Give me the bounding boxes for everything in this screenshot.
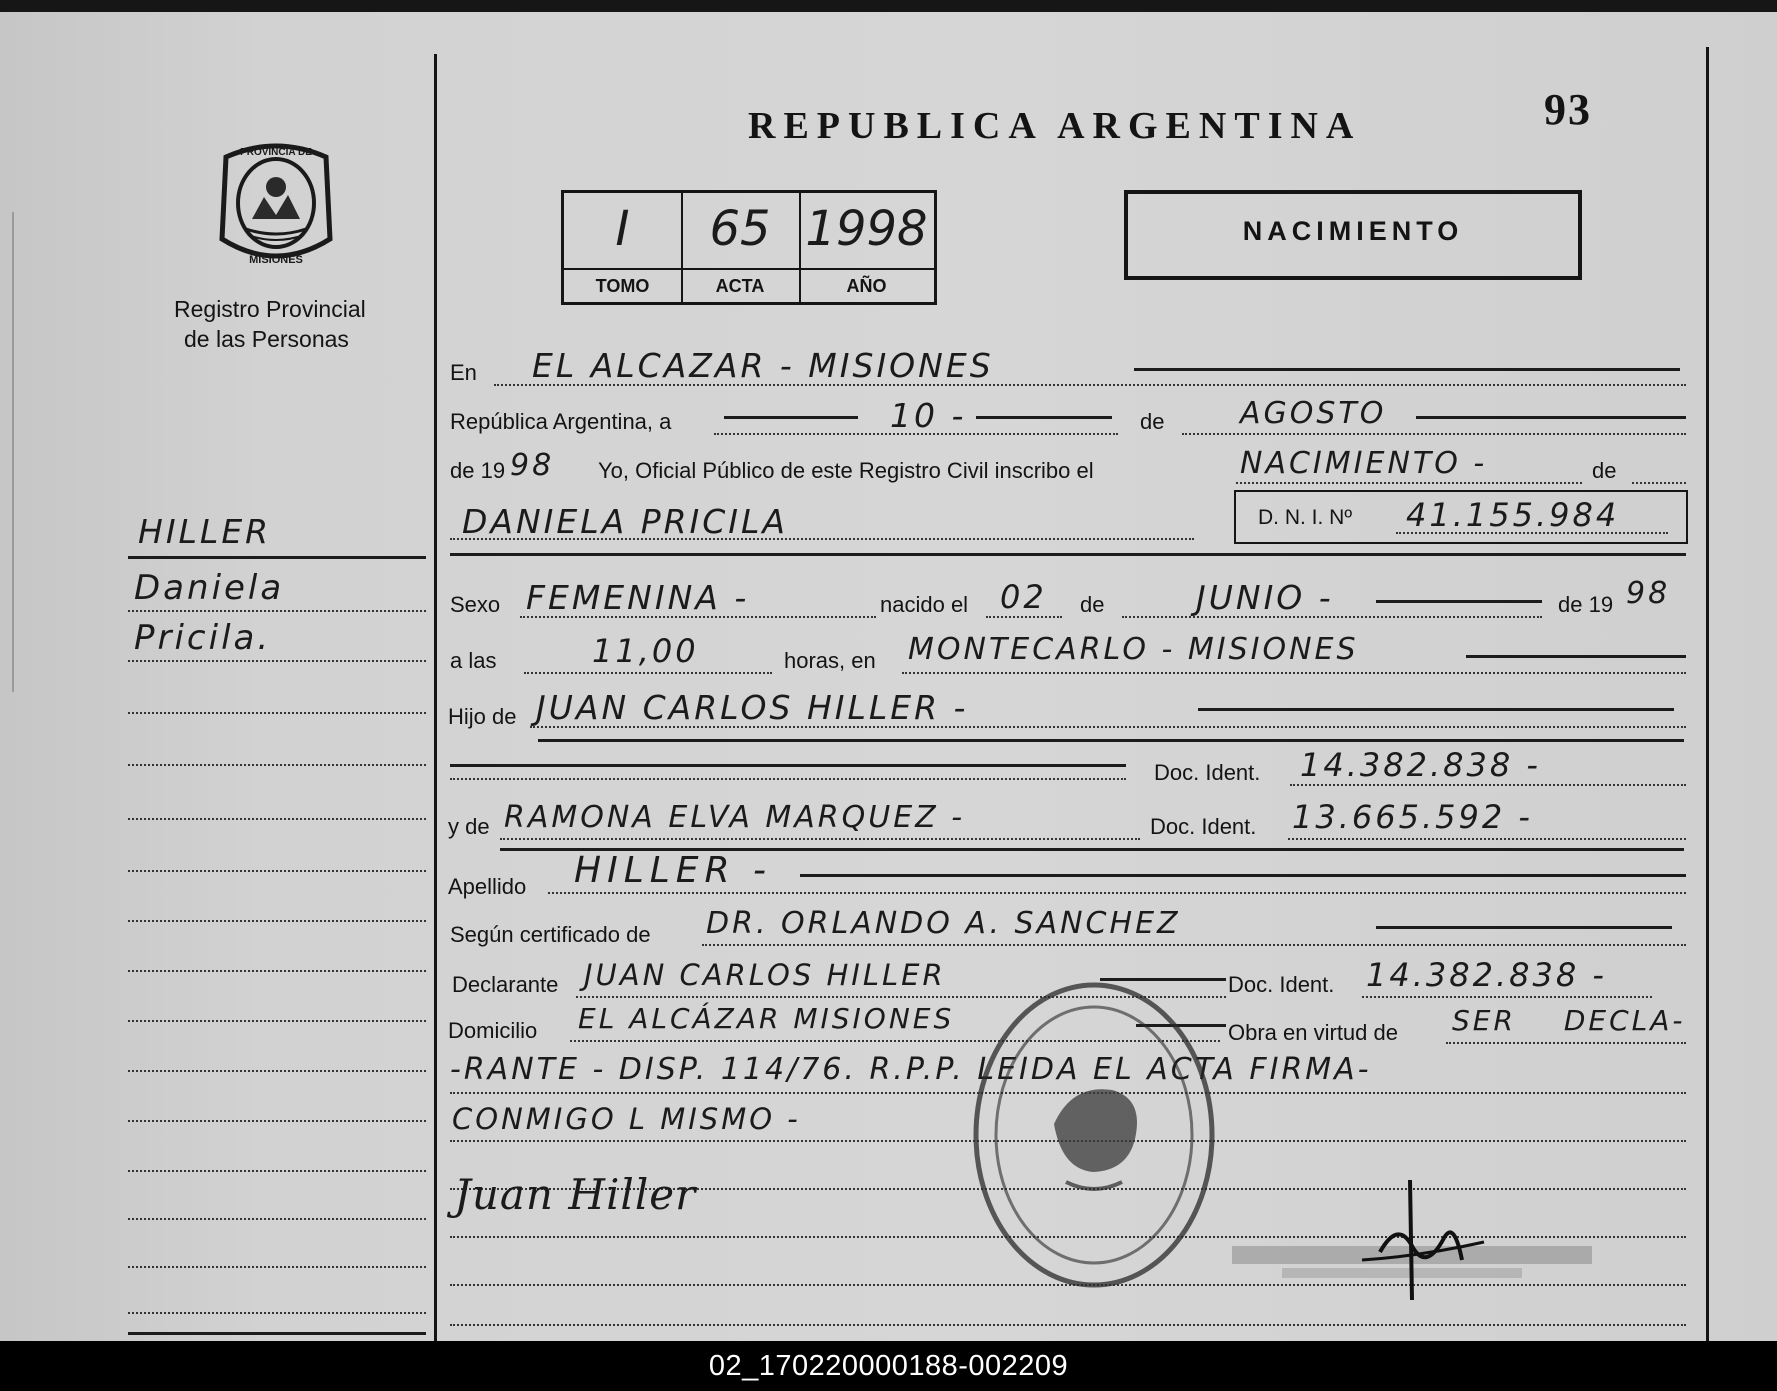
apellido-label: Apellido bbox=[448, 874, 527, 899]
declarante-signature: Juan Hiller bbox=[454, 1170, 697, 1219]
apellido-line bbox=[548, 892, 1686, 894]
dni-label: D. N. I. Nº bbox=[1258, 506, 1353, 529]
margin-line bbox=[128, 1120, 426, 1122]
obra-value: SER DECLA- bbox=[1452, 1004, 1686, 1037]
lugar-dash bbox=[1466, 655, 1686, 658]
official-stamp-icon bbox=[962, 974, 1226, 1296]
nacido-mes-dash bbox=[1376, 600, 1542, 603]
country-title: REPUBLICA ARGENTINA bbox=[748, 105, 1362, 147]
obra-label: Obra en virtud de bbox=[1228, 1020, 1398, 1045]
document-page bbox=[0, 12, 1777, 1341]
anio-value: 1998 bbox=[805, 201, 928, 257]
province-seal-icon bbox=[212, 135, 340, 275]
de-label-2: de bbox=[1592, 458, 1617, 483]
nacido-dia-value: 02 bbox=[1000, 578, 1047, 616]
margin-line bbox=[128, 920, 426, 922]
margin-line bbox=[128, 764, 426, 766]
record-type-label: NACIMIENTO bbox=[1242, 216, 1464, 246]
acta-cell bbox=[681, 193, 801, 302]
domicilio-value: EL ALCÁZAR MISIONES bbox=[578, 1002, 955, 1035]
nacido-label: nacido el bbox=[880, 592, 969, 617]
certificado-value: DR. ORLANDO A. SANCHEZ bbox=[706, 906, 1181, 941]
acto-end-line bbox=[1632, 482, 1686, 484]
dni-value: 41.155.984 bbox=[1406, 496, 1620, 534]
hijo-label: Hijo de bbox=[448, 704, 517, 729]
scan-file-code: 02_170220000188-002209 bbox=[0, 1341, 1777, 1391]
madre-value: RAMONA ELVA MARQUEZ - bbox=[504, 800, 966, 835]
seal-text-bottom: MISIONES bbox=[249, 254, 303, 266]
padre-rule bbox=[538, 739, 1684, 742]
observacion-text-1: -RANTE - DISP. 114/76. R.P.P. LEIDA EL ACTA FIRMA- bbox=[450, 1052, 1372, 1087]
margin-line bbox=[128, 1020, 426, 1022]
acto-value: NACIMIENTO - bbox=[1240, 446, 1488, 481]
nacido-mes-value: JUNIO - bbox=[1196, 578, 1334, 617]
doc-label-padre: Doc. Ident. bbox=[1154, 760, 1261, 785]
margin-line bbox=[128, 1312, 426, 1314]
de-label-3: de bbox=[1080, 592, 1105, 617]
margin-line bbox=[128, 1070, 426, 1072]
republica-label: República Argentina, a bbox=[450, 409, 672, 434]
name-value: DANIELA PRICILA bbox=[462, 502, 788, 541]
margin-bottom-line bbox=[128, 1332, 426, 1335]
acta-label: ACTA bbox=[681, 268, 799, 302]
margin-divider-line bbox=[434, 54, 437, 1341]
lugar-line bbox=[902, 672, 1686, 674]
padre-doc-value: 14.382.838 - bbox=[1300, 746, 1541, 784]
day-dash bbox=[724, 416, 858, 419]
seal-text-top: PROVINCIA DE bbox=[240, 147, 312, 158]
registry-name-line2: de las Personas bbox=[184, 326, 349, 352]
padre-dash bbox=[1198, 708, 1674, 711]
month-value: AGOSTO bbox=[1240, 396, 1387, 431]
dni-box bbox=[1234, 490, 1688, 544]
sexo-value: FEMENINA - bbox=[526, 578, 750, 617]
anio-cell bbox=[799, 193, 934, 302]
sexo-label: Sexo bbox=[450, 592, 501, 617]
de19-label: de 19 bbox=[1558, 592, 1614, 617]
tomo-value: I bbox=[615, 201, 630, 257]
record-type-box bbox=[1124, 190, 1582, 280]
declarante-label: Declarante bbox=[452, 972, 559, 997]
scan-top-edge bbox=[0, 0, 1777, 12]
acto-line bbox=[1236, 482, 1582, 484]
margin-line bbox=[128, 1266, 426, 1268]
declarante-value: JUAN CARLOS HILLER bbox=[584, 958, 946, 992]
apellido-dash bbox=[800, 874, 1686, 877]
margin-line bbox=[128, 1170, 426, 1172]
registrar-signature-icon bbox=[1222, 1160, 1602, 1310]
margin-line bbox=[128, 610, 426, 612]
section-rule bbox=[450, 553, 1686, 556]
margin-surname: HILLER bbox=[138, 512, 272, 551]
lugar-nac-value: MONTECARLO - MISIONES bbox=[908, 632, 1359, 667]
declarante-doc-line bbox=[1362, 996, 1652, 998]
certificado-line bbox=[702, 944, 1686, 946]
margin-line bbox=[128, 970, 426, 972]
de-label: de bbox=[1140, 409, 1165, 434]
observacion-text-2: CONMIGO L MISMO - bbox=[452, 1102, 801, 1136]
nacido-anio-value: 98 bbox=[1626, 576, 1671, 611]
tomo-cell bbox=[564, 193, 683, 302]
horas-label: horas, en bbox=[784, 648, 876, 673]
apellido-value: HILLER - bbox=[574, 850, 772, 891]
right-border-line bbox=[1706, 47, 1709, 1341]
y-de-label: y de bbox=[448, 814, 490, 839]
madre-line bbox=[500, 838, 1140, 840]
month-line bbox=[1182, 433, 1686, 435]
declarante-doc-value: 14.382.838 - bbox=[1366, 956, 1607, 994]
margin-line bbox=[128, 818, 426, 820]
record-number-box bbox=[561, 190, 937, 305]
nacido-dia-line bbox=[986, 616, 1062, 618]
observacion-line-6 bbox=[450, 1324, 1686, 1326]
day-value: 10 - bbox=[890, 396, 967, 435]
domicilio-label: Domicilio bbox=[448, 1018, 538, 1043]
year-suffix-value: 98 bbox=[510, 448, 555, 483]
month-dash bbox=[1416, 416, 1686, 419]
certificado-dash bbox=[1376, 926, 1672, 929]
doc-label-declarante: Doc. Ident. bbox=[1228, 972, 1335, 997]
page-number: 93 bbox=[1544, 85, 1592, 134]
margin-given-name-2: Pricila. bbox=[134, 618, 272, 658]
madre-doc-value: 13.665.592 - bbox=[1292, 798, 1533, 836]
year-prefix-label: de 19 bbox=[450, 458, 506, 483]
tomo-label: TOMO bbox=[564, 268, 681, 302]
padre-continuation-dash bbox=[450, 764, 1126, 767]
padre-continuation-line bbox=[450, 778, 1126, 780]
oficial-text: Yo, Oficial Público de este Registro Civil inscribo el bbox=[598, 458, 1094, 483]
margin-given-name-1: Daniela bbox=[134, 568, 285, 608]
place-value: EL ALCAZAR - MISIONES bbox=[532, 346, 994, 385]
hora-line bbox=[524, 672, 772, 674]
en-label: En bbox=[450, 360, 477, 385]
madre-doc-line bbox=[1288, 838, 1686, 840]
margin-line bbox=[128, 712, 426, 714]
doc-label-madre: Doc. Ident. bbox=[1150, 814, 1257, 839]
margin-line bbox=[128, 870, 426, 872]
a-las-label: a las bbox=[450, 648, 497, 673]
registry-name-line1: Registro Provincial bbox=[174, 296, 366, 322]
binding-fold-line bbox=[12, 212, 14, 692]
day-dash bbox=[976, 416, 1112, 419]
acta-value: 65 bbox=[709, 201, 771, 257]
padre-value: JUAN CARLOS HILLER - bbox=[536, 688, 969, 727]
margin-name-underline bbox=[128, 556, 426, 559]
margin-line bbox=[128, 1218, 426, 1220]
hora-value: 11,00 bbox=[592, 632, 699, 670]
margin-line bbox=[128, 660, 426, 662]
obra-line bbox=[1446, 1042, 1686, 1044]
segun-label: Según certificado de bbox=[450, 922, 651, 947]
place-dash bbox=[1134, 368, 1680, 371]
anio-label: AÑO bbox=[799, 268, 934, 302]
padre-doc-line bbox=[1290, 784, 1686, 786]
